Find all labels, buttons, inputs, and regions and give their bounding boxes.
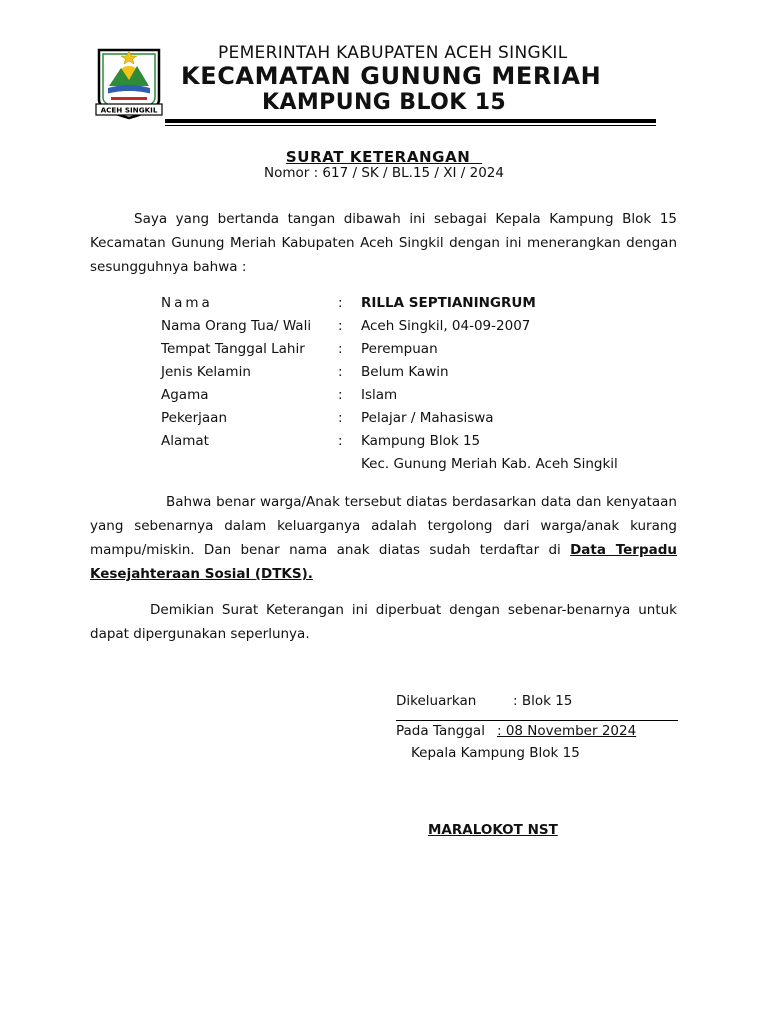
identity-label: Tempat Tanggal Lahir — [161, 340, 305, 357]
signer-position: Kepala Kampung Blok 15 — [411, 745, 580, 761]
closing-paragraph: Demikian Surat Keterangan ini diperbuat dengan sebenar-benarnya untuk dapat dipergunakan seperlunya. — [90, 602, 677, 642]
identity-label: Pekerjaan — [161, 409, 228, 426]
identity-value: Pelajar / Mahasiswa — [361, 409, 494, 426]
identity-label: Alamat — [161, 432, 209, 449]
issued-date — [396, 723, 636, 739]
identity-colon: : — [338, 340, 343, 357]
letterhead-divider-thick — [165, 119, 656, 123]
identity-row — [161, 291, 618, 314]
identity-value: Kampung Blok 15 — [361, 432, 481, 449]
identity-label: Agama — [161, 386, 209, 403]
identity-value: Islam — [361, 386, 398, 403]
identity-label: Nama Orang Tua/ Wali — [161, 317, 312, 334]
opening-paragraph: Saya yang bertanda tangan dibawah ini sebagai Kepala Kampung Blok 15 Kecamatan Gunung Meriah Kabupaten Aceh Singkil dengan ini menerangkan dengan sesungguhnya bahwa : — [90, 211, 677, 275]
identity-value: Aceh Singkil, 04-09-2007 — [361, 317, 531, 334]
identity-colon: : — [338, 317, 343, 334]
signer-name: MARALOKOT NST — [428, 822, 558, 838]
dtks-reference: Data Terpadu Kesejahteraan Sosial (DTKS). — [90, 542, 677, 582]
date-value: : 08 November 2024 — [497, 723, 637, 739]
document-number: Nomor : 617 / SK / BL.15 / XI / 2024 — [263, 165, 504, 181]
identity-row — [161, 452, 618, 475]
identity-label: Nama — [161, 294, 213, 311]
identity-value: Belum Kawin — [361, 363, 449, 380]
identity-colon: : — [338, 432, 343, 449]
identity-row — [161, 406, 618, 429]
identity-colon: : — [338, 386, 343, 403]
identity-value: Perempuan — [361, 340, 438, 357]
identity-colon: : — [338, 294, 343, 311]
signature-divider — [396, 720, 678, 721]
aceh-singkil-emblem-icon — [93, 44, 165, 120]
document-title-text: SURAT KETERANGAN — [285, 148, 483, 166]
identity-row — [161, 314, 618, 337]
identity-label: Jenis Kelamin — [161, 363, 251, 380]
header-village: KAMPUNG BLOK 15 — [262, 90, 507, 115]
identity-colon: : — [338, 409, 343, 426]
issued-label: Dikeluarkan — [396, 693, 477, 709]
date-label: Pada Tanggal — [396, 723, 485, 739]
identity-value: Kec. Gunung Meriah Kab. Aceh Singkil — [361, 455, 618, 472]
document-title — [0, 148, 768, 166]
identity-colon: : — [338, 363, 343, 380]
header-government: PEMERINTAH KABUPATEN ACEH SINGKIL — [218, 43, 568, 63]
identity-row — [161, 337, 618, 360]
issued-at — [396, 693, 572, 709]
logo-caption: ACEH SINGKIL — [100, 105, 158, 115]
header-district: KECAMATAN GUNUNG MERIAH — [181, 62, 602, 90]
identity-table — [161, 291, 618, 475]
issued-value: : Blok 15 — [513, 693, 573, 709]
identity-row — [161, 383, 618, 406]
identity-row — [161, 429, 618, 452]
identity-value: RILLA SEPTIANINGRUM — [361, 294, 536, 311]
statement-text: Bahwa benar warga/Anak tersebut diatas berdasarkan data dan kenyataan yang sebenarnya dalam keluarganya adalah tergolong dari warga/anak kurang mampu/miskin. Dan benar nama anak diatas sudah terdaftar di — [90, 494, 677, 558]
identity-row — [161, 360, 618, 383]
statement-paragraph — [90, 490, 677, 586]
letterhead-divider-thin — [165, 125, 656, 126]
